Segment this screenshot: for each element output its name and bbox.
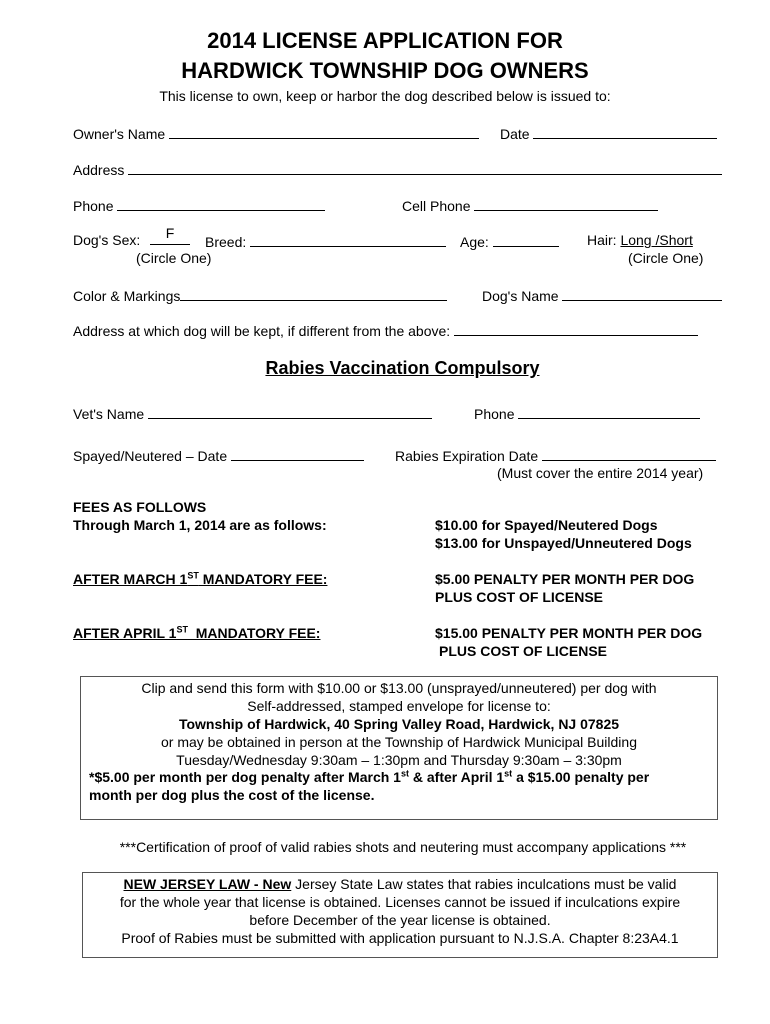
address-field[interactable] — [128, 160, 722, 175]
spayed-date-row — [73, 446, 364, 464]
dog-sex-label: Dog's Sex: — [73, 232, 141, 248]
hair-options[interactable]: Long /Short — [620, 232, 693, 248]
nj-law-title: NEW JERSEY LAW - New — [123, 876, 292, 892]
date-field[interactable] — [533, 124, 717, 139]
vet-name-label: Vet's Name — [73, 406, 145, 422]
kept-address-label: Address at which dog will be kept, if different from the above: — [73, 323, 451, 339]
mail-hours: Tuesday/Wednesday 9:30am – 1:30pm and Thursday 9:30am – 3:30pm — [176, 752, 622, 768]
april-plus-cost: PLUS COST OF LICENSE — [439, 643, 608, 659]
circle-one-sex: (Circle One) — [136, 250, 212, 266]
phone-label: Phone — [73, 198, 114, 214]
address-row — [73, 160, 722, 178]
color-markings-field[interactable] — [180, 286, 447, 301]
april-penalty: $15.00 PENALTY PER MONTH PER DOG — [435, 625, 703, 641]
mail-penalty-line1: *$5.00 per month per dog penalty after March 1st & after April 1st a $15.00 penalty per — [89, 768, 650, 785]
nj-law-line4: Proof of Rabies must be submitted with application pursuant to N.J.S.A. Chapter 8:23A4.1 — [121, 930, 679, 946]
hair-label: Hair: — [587, 232, 617, 248]
hair-row — [587, 232, 693, 248]
certification-note: ***Certification of proof of valid rabies shots and neutering must accompany applications *** — [119, 839, 687, 855]
dog-name-label: Dog's Name — [482, 288, 559, 304]
vet-name-row — [73, 404, 432, 422]
rabies-expiration-row — [395, 446, 716, 464]
nj-law-line1: NEW JERSEY LAW - New Jersey State Law states that rabies inculcations must be valid — [123, 876, 677, 892]
mail-instructions-box — [80, 676, 718, 820]
cell-phone-field[interactable] — [474, 196, 658, 211]
color-markings-label: Color & Markings — [73, 288, 181, 304]
after-march-label: AFTER MARCH 1ST MANDATORY FEE: — [73, 570, 328, 587]
vet-phone-label: Phone — [474, 406, 515, 422]
mail-line2: Self-addressed, stamped envelope for license to: — [247, 698, 551, 714]
vet-name-field[interactable] — [148, 404, 432, 419]
date-row — [500, 124, 717, 142]
dog-name-field[interactable] — [562, 286, 722, 301]
mail-line1: Clip and send this form with $10.00 or $13.00 (unsprayed/unneutered) per dog with — [141, 680, 657, 696]
vet-phone-field[interactable] — [518, 404, 700, 419]
mail-address: Township of Hardwick, 40 Spring Valley Road, Hardwick, NJ 07825 — [178, 716, 620, 732]
nj-law-line2: for the whole year that license is obtained. Licenses cannot be issued if inculcations expire — [119, 894, 681, 910]
dog-sex-field[interactable]: F — [150, 226, 190, 245]
dog-name-row — [482, 286, 722, 304]
fee-unspayed: $13.00 for Unspayed/Unneutered Dogs — [435, 535, 692, 551]
march-penalty: $5.00 PENALTY PER MONTH PER DOG — [435, 571, 695, 587]
date-label: Date — [500, 126, 530, 142]
age-label: Age: — [460, 234, 489, 250]
color-markings-row — [73, 286, 447, 304]
nj-law-box — [82, 872, 718, 958]
phone-row — [73, 196, 325, 214]
owner-name-field[interactable] — [169, 124, 479, 139]
age-field[interactable] — [493, 232, 559, 247]
vet-phone-row — [474, 404, 700, 422]
cell-phone-label: Cell Phone — [402, 198, 471, 214]
rabies-heading: Rabies Vaccination Compulsory — [265, 358, 540, 378]
march-plus-cost: PLUS COST OF LICENSE — [435, 589, 604, 605]
expiration-note: (Must cover the entire 2014 year) — [497, 465, 704, 481]
phone-field[interactable] — [117, 196, 325, 211]
owner-name-row — [73, 124, 479, 142]
form-title-line2: HARDWICK TOWNSHIP DOG OWNERS — [181, 58, 589, 83]
kept-address-row — [73, 321, 698, 339]
breed-row — [205, 232, 446, 250]
mail-penalty-line2: month per dog plus the cost of the license. — [89, 787, 375, 803]
cell-phone-row — [402, 196, 658, 214]
nj-law-line3: before December of the year license is obtained. — [249, 912, 551, 928]
spayed-date-label: Spayed/Neutered – Date — [73, 448, 228, 464]
fees-heading: FEES AS FOLLOWS — [73, 499, 207, 515]
circle-one-hair: (Circle One) — [628, 250, 704, 266]
form-title-line1: 2014 LICENSE APPLICATION FOR — [207, 28, 563, 53]
owner-name-label: Owner's Name — [73, 126, 166, 142]
rabies-expiration-label: Rabies Expiration Date — [395, 448, 539, 464]
mail-line4: or may be obtained in person at the Township of Hardwick Municipal Building — [160, 734, 637, 750]
form-subtitle: This license to own, keep or harbor the dog described below is issued to: — [159, 88, 611, 104]
age-row — [460, 232, 559, 250]
fee-spayed: $10.00 for Spayed/Neutered Dogs — [435, 517, 658, 533]
spayed-date-field[interactable] — [231, 446, 364, 461]
after-april-label: AFTER APRIL 1ST MANDATORY FEE: — [73, 624, 321, 641]
address-label: Address — [73, 162, 125, 178]
breed-field[interactable] — [250, 232, 446, 247]
kept-address-field[interactable] — [454, 321, 698, 336]
breed-label: Breed: — [205, 234, 247, 250]
rabies-expiration-field[interactable] — [542, 446, 716, 461]
fees-through-label: Through March 1, 2014 are as follows: — [73, 517, 327, 533]
